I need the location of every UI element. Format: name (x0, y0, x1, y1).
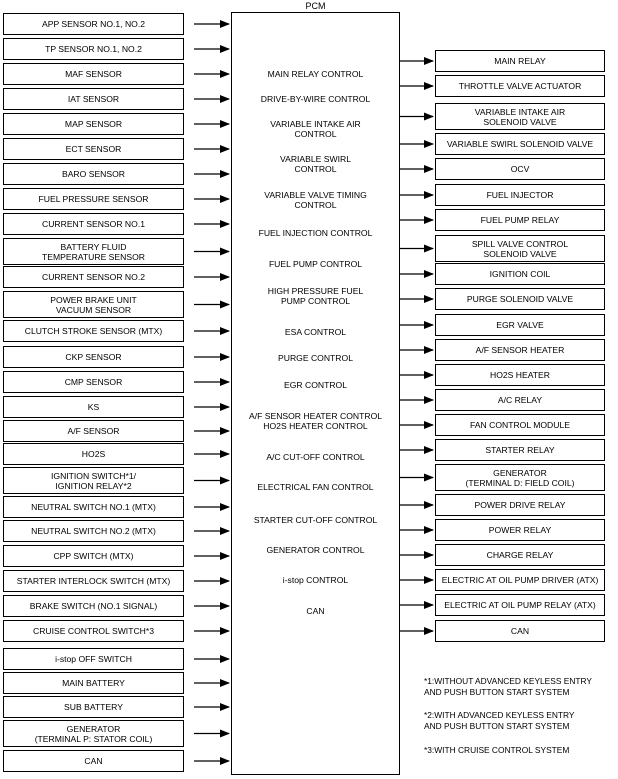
output-box: ELECTRIC AT OIL PUMP DRIVER (ATX) (435, 569, 605, 591)
control-function: i-stop CONTROL (282, 575, 349, 585)
input-box: CURRENT SENSOR NO.2 (3, 266, 184, 288)
output-box: ELECTRIC AT OIL PUMP RELAY (ATX) (435, 594, 605, 616)
output-box: THROTTLE VALVE ACTUATOR (435, 75, 605, 97)
output-box: CAN (435, 620, 605, 642)
control-function: VARIABLE VALVE TIMING CONTROL (264, 190, 367, 210)
output-box: POWER DRIVE RELAY (435, 494, 605, 516)
input-box: NEUTRAL SWITCH NO.2 (MTX) (3, 520, 184, 542)
control-function: ESA CONTROL (284, 327, 347, 337)
control-function: VARIABLE INTAKE AIR CONTROL (270, 119, 361, 139)
output-box: VARIABLE INTAKE AIR SOLENOID VALVE (435, 103, 605, 130)
input-box: TP SENSOR NO.1, NO.2 (3, 38, 184, 60)
output-box: FUEL INJECTOR (435, 184, 605, 206)
input-box: IAT SENSOR (3, 88, 184, 110)
output-box: EGR VALVE (435, 314, 605, 336)
input-box: BARO SENSOR (3, 163, 184, 185)
output-box: MAIN RELAY (435, 50, 605, 72)
output-box: OCV (435, 158, 605, 180)
input-box: CRUISE CONTROL SWITCH*3 (3, 620, 184, 642)
output-box: IGNITION COIL (435, 263, 605, 285)
input-box: MAP SENSOR (3, 113, 184, 135)
output-box: GENERATOR (TERMINAL D: FIELD COIL) (435, 464, 605, 491)
input-box: CLUTCH STROKE SENSOR (MTX) (3, 320, 184, 342)
control-function: A/C CUT-OFF CONTROL (266, 452, 365, 462)
input-box: CAN (3, 750, 184, 772)
input-box: POWER BRAKE UNIT VACUUM SENSOR (3, 291, 184, 318)
output-box: CHARGE RELAY (435, 544, 605, 566)
output-box: HO2S HEATER (435, 364, 605, 386)
output-box: FUEL PUMP RELAY (435, 209, 605, 231)
footnote: *2:WITH ADVANCED KEYLESS ENTRY AND PUSH BUTTON START SYSTEM (424, 710, 575, 731)
input-box: ECT SENSOR (3, 138, 184, 160)
input-box: NEUTRAL SWITCH NO.1 (MTX) (3, 496, 184, 518)
control-function: STARTER CUT-OFF CONTROL (253, 515, 378, 525)
output-box: STARTER RELAY (435, 439, 605, 461)
input-box: BRAKE SWITCH (NO.1 SIGNAL) (3, 595, 184, 617)
input-box: BATTERY FLUID TEMPERATURE SENSOR (3, 238, 184, 265)
input-box: IGNITION SWITCH*1/ IGNITION RELAY*2 (3, 467, 184, 494)
output-box: PURGE SOLENOID VALVE (435, 288, 605, 310)
footnote: *1:WITHOUT ADVANCED KEYLESS ENTRY AND PUSH BUTTON START SYSTEM (424, 676, 593, 697)
input-box: CMP SENSOR (3, 371, 184, 393)
output-box: SPILL VALVE CONTROL SOLENOID VALVE (435, 235, 605, 262)
control-function: ELECTRICAL FAN CONTROL (257, 482, 374, 492)
input-box: FUEL PRESSURE SENSOR (3, 188, 184, 210)
input-box: GENERATOR (TERMINAL P: STATOR COIL) (3, 720, 184, 747)
input-box: CURRENT SENSOR NO.1 (3, 213, 184, 235)
control-function: PURGE CONTROL (278, 353, 353, 363)
input-box: MAF SENSOR (3, 63, 184, 85)
control-function: HIGH PRESSURE FUEL PUMP CONTROL (267, 286, 364, 306)
output-box: FAN CONTROL MODULE (435, 414, 605, 436)
input-box: A/F SENSOR (3, 420, 184, 442)
input-box: CPP SWITCH (MTX) (3, 545, 184, 567)
output-box: A/F SENSOR HEATER (435, 339, 605, 361)
control-function: FUEL INJECTION CONTROL (258, 228, 373, 238)
input-box: CKP SENSOR (3, 346, 184, 368)
control-function: FUEL PUMP CONTROL (268, 259, 363, 269)
footnote: *3:WITH CRUISE CONTROL SYSTEM (424, 745, 570, 755)
output-box: A/C RELAY (435, 389, 605, 411)
control-function: DRIVE-BY-WIRE CONTROL (260, 94, 371, 104)
input-box: SUB BATTERY (3, 696, 184, 718)
pcm-title: PCM (305, 1, 326, 11)
input-box: HO2S (3, 443, 184, 465)
control-function: VARIABLE SWIRL CONTROL (280, 154, 351, 174)
control-function: GENERATOR CONTROL (266, 545, 365, 555)
control-function: A/F SENSOR HEATER CONTROL HO2S HEATER CONTROL (248, 411, 383, 431)
output-box: VARIABLE SWIRL SOLENOID VALVE (435, 133, 605, 155)
input-box: KS (3, 396, 184, 418)
input-box: MAIN BATTERY (3, 672, 184, 694)
output-box: POWER RELAY (435, 519, 605, 541)
input-box: i-stop OFF SWITCH (3, 648, 184, 670)
input-box: APP SENSOR NO.1, NO.2 (3, 13, 184, 35)
input-box: STARTER INTERLOCK SWITCH (MTX) (3, 570, 184, 592)
control-function: MAIN RELAY CONTROL (267, 69, 364, 79)
control-function: CAN (306, 606, 325, 616)
control-function: EGR CONTROL (283, 380, 348, 390)
